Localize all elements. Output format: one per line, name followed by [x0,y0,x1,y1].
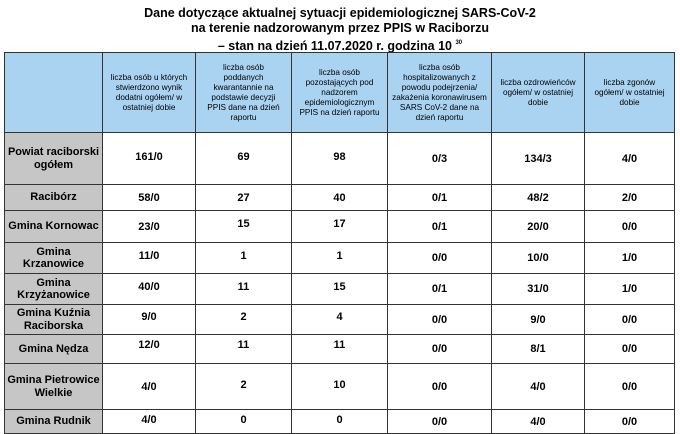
cell-value: 0/0 [431,343,448,355]
row-header-area: Gmina Kuźnia Raciborska [5,305,103,335]
cell-surveillance [292,243,388,274]
cell-value: 11 [333,339,346,351]
cell-positive [103,364,196,410]
cell-quarantine [196,274,292,305]
cell-quarantine [196,305,292,335]
cell-value: 31/0 [527,283,549,295]
cell-surveillance [292,410,388,434]
cell-value: 1/0 [621,252,638,264]
cell-deaths [585,243,675,274]
cell-positive [103,305,196,335]
cell-value: 2/0 [621,191,638,204]
header-surveillance: liczba osób pozostających pod nadzorem epidemiologicznym PPIS na dzień raportu [292,53,388,133]
header-quarantine: liczba osób poddanych kwarantannie na podstawie decyzji PPIS dane na dzień raportu [196,53,292,133]
cell-deaths [585,364,675,410]
cell-value: 0/0 [431,252,448,264]
cell-value: 4/0 [621,152,638,165]
cell-value: 48/2 [527,191,549,204]
header-deaths: liczba zgonów ogółem/ w ostatniej dobie [585,53,675,133]
cell-quarantine [196,211,292,243]
title-line-1: Dane dotyczące aktualnej sytuacji epidemiologicznej SARS-CoV-2 [144,6,536,20]
cell-value: 0/0 [431,380,448,393]
cell-value: 0/0 [431,313,448,326]
cell-positive [103,133,196,185]
cell-value: 58/0 [138,191,160,204]
cell-recovered [492,305,585,335]
cell-value: 4/0 [141,380,157,393]
cell-value: 1 [240,250,247,262]
cell-value: 12/0 [138,339,160,351]
cell-value: 0/0 [621,380,638,393]
cell-value: 15 [237,217,250,230]
title-time-minutes: 30 [455,40,463,46]
row-header-area: Gmina Nędza [5,335,103,364]
cell-recovered [492,274,585,305]
cell-value: 69 [237,150,250,163]
cell-value: 11/0 [138,250,160,262]
cell-value: 2 [240,378,247,391]
cell-value: 23/0 [138,220,160,233]
row-header-area: Racibórz [5,185,103,211]
cell-value: 15 [333,281,346,293]
cell-surveillance [292,133,388,185]
cell-quarantine [196,133,292,185]
cell-deaths [585,274,675,305]
cell-surveillance [292,364,388,410]
cell-deaths [585,410,675,434]
cell-recovered [492,133,585,185]
cell-surveillance [292,274,388,305]
table-row [5,133,675,185]
cell-quarantine [196,335,292,364]
cell-value: 17 [333,217,346,230]
cell-value: 161/0 [135,150,163,163]
table-row [5,305,675,335]
cell-hospitalized [388,211,492,243]
title-line-3-text: – stan na dzień 11.07.2020 r. godzina 10 [217,39,452,53]
cell-recovered [492,335,585,364]
cell-value: 9/0 [141,310,157,323]
table-row [5,211,675,243]
cell-value: 1 [336,250,343,262]
cell-recovered [492,364,585,410]
cell-surveillance [292,185,388,211]
cell-value: 0/1 [431,191,448,204]
cell-recovered [492,243,585,274]
cell-quarantine [196,410,292,434]
row-header-area: Gmina Rudnik [5,410,103,434]
cell-deaths [585,305,675,335]
cell-value: 0/3 [431,152,448,165]
cell-hospitalized [388,364,492,410]
cell-quarantine [196,364,292,410]
cell-hospitalized [388,410,492,434]
cell-value: 4 [336,310,343,323]
row-header-area: Gmina Pietrowice Wielkie [5,364,103,410]
row-header-area: Gmina Krzanowice [5,243,103,274]
table-row [5,410,675,434]
cell-value: 40/0 [138,281,160,293]
cell-value: 0/0 [621,220,638,233]
cell-deaths [585,211,675,243]
table-row [5,335,675,364]
cell-quarantine [196,243,292,274]
cell-hospitalized [388,133,492,185]
cell-positive [103,243,196,274]
cell-positive [103,185,196,211]
cell-recovered [492,410,585,434]
header-corner-cell [5,53,103,133]
cell-value: 98 [333,150,346,163]
cell-value: 0/0 [431,415,448,428]
cell-positive [103,274,196,305]
table-row [5,364,675,410]
header-recovered: liczba ozdrowieńców ogółem/ w ostatniej dobie [492,53,585,133]
cell-value: 0/0 [621,415,638,428]
epidemiological-table [4,52,675,434]
cell-value: 0/0 [621,313,638,326]
cell-hospitalized [388,243,492,274]
cell-value: 4/0 [141,413,157,426]
cell-value: 0/1 [431,220,448,233]
cell-value: 10/0 [527,252,549,264]
header-row [5,53,675,133]
cell-value: 0/0 [621,343,638,355]
table-row [5,185,675,211]
cell-deaths [585,185,675,211]
cell-quarantine [196,185,292,211]
cell-value: 0 [240,413,247,426]
cell-value: 134/3 [524,152,552,165]
cell-recovered [492,185,585,211]
cell-value: 11 [237,339,250,351]
header-hospitalized: liczba osób hospitalizowanych z powodu podejrzenia/ zakażenia koronawirusem SARS CoV-2 dane na dzień raportu [388,53,492,133]
cell-value: 1/0 [621,283,638,295]
cell-positive [103,410,196,434]
cell-value: 10 [333,378,346,391]
cell-value: 9/0 [530,313,546,326]
row-header-area: Gmina Krzyżanowice [5,274,103,305]
cell-hospitalized [388,305,492,335]
title-line-2: na terenie nadzorowanym przez PPIS w Raciborzu [191,21,489,35]
cell-value: 27 [237,191,250,204]
cell-deaths [585,335,675,364]
report-title [0,6,680,54]
cell-value: 4/0 [530,415,546,428]
cell-value: 20/0 [527,220,549,233]
cell-surveillance [292,305,388,335]
cell-deaths [585,133,675,185]
row-header-area: Gmina Kornowac [5,211,103,243]
header-positive-cases: liczba osób u których stwierdzono wynik dodatni ogółem/ w ostatniej dobie [103,53,196,133]
cell-hospitalized [388,274,492,305]
row-header-area: Powiat raciborski ogółem [5,133,103,185]
cell-surveillance [292,335,388,364]
cell-hospitalized [388,185,492,211]
cell-positive [103,211,196,243]
cell-value: 11 [237,281,250,293]
cell-recovered [492,211,585,243]
cell-value: 2 [240,310,247,323]
table-row [5,243,675,274]
cell-positive [103,335,196,364]
cell-surveillance [292,211,388,243]
table-row [5,274,675,305]
cell-value: 40 [333,191,346,204]
cell-value: 8/1 [530,343,546,355]
cell-value: 4/0 [530,380,546,393]
cell-value: 0/1 [431,283,448,295]
cell-value: 0 [336,413,343,426]
cell-hospitalized [388,335,492,364]
